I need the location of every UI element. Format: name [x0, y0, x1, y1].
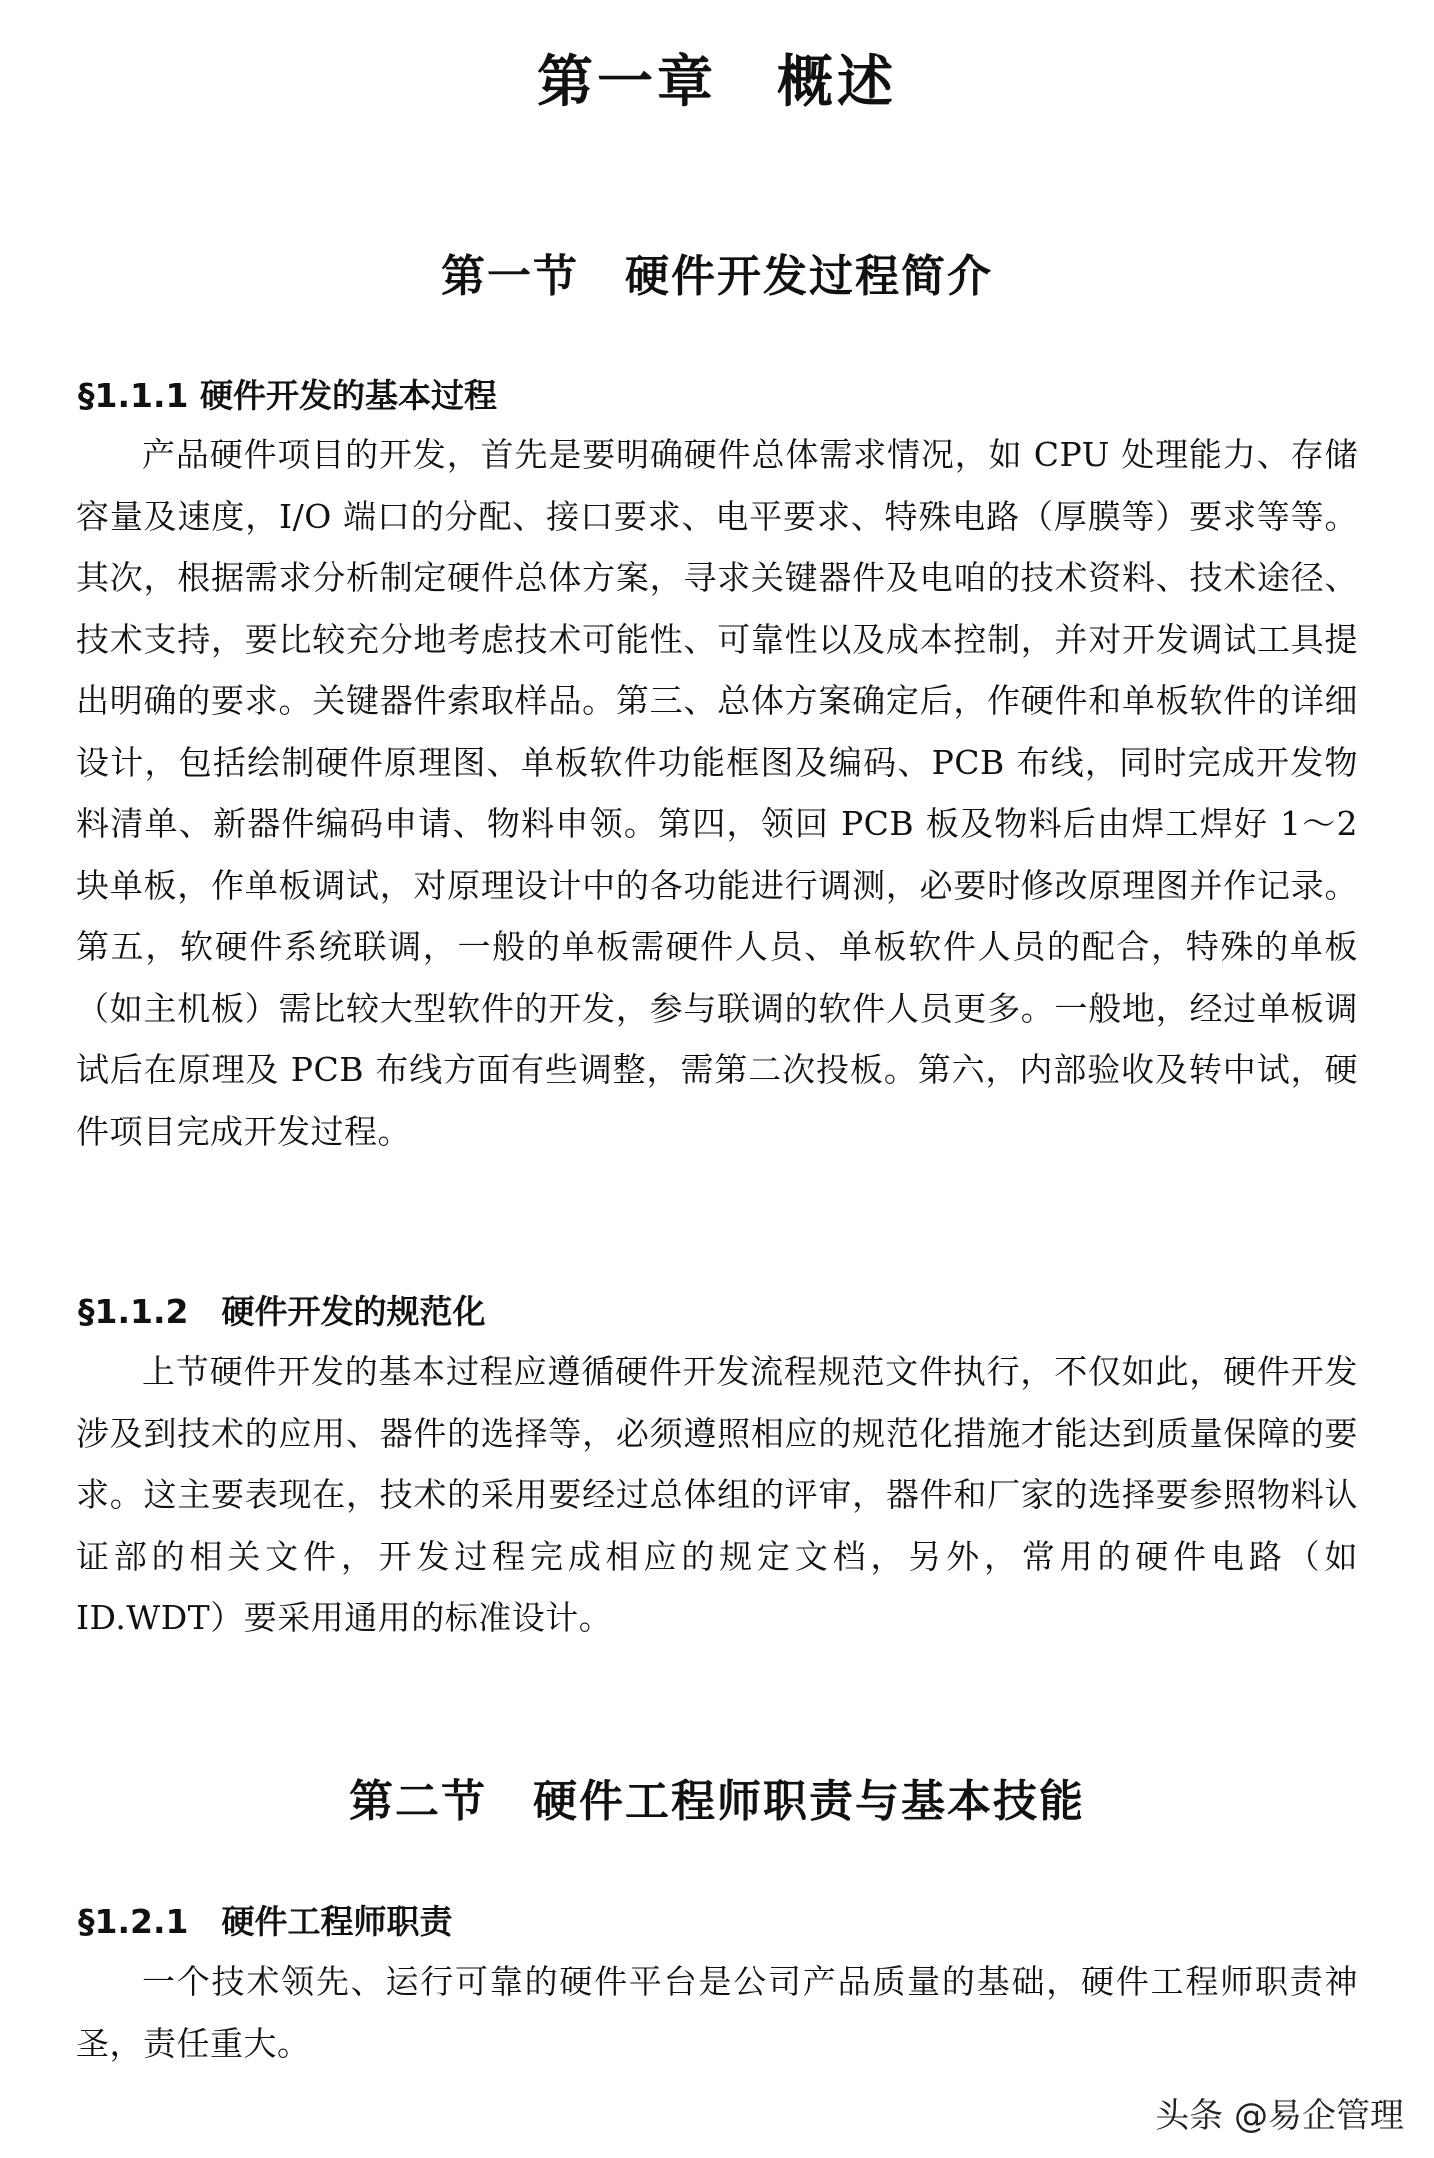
- section-title-1: 第一节 硬件开发过程简介: [441, 251, 993, 302]
- paragraph-1-2-1: 一个技术领先、运行可靠的硬件平台是公司产品质量的基础，硬件工程师职责神圣，责任重大。: [76, 1962, 1358, 2063]
- section-title-2: 第二节 硬件工程师职责与基本技能: [349, 1776, 1085, 1827]
- subsection-heading-1-2-1: §1.2.1 硬件工程师职责: [78, 1902, 453, 1941]
- subsection-heading-1-1-2: §1.1.2 硬件开发的规范化: [78, 1292, 486, 1331]
- paragraph-1-1-1: 产品硬件项目的开发，首先是要明确硬件总体需求情况，如 CPU 处理能力、存储容量及速度，I/O 端口的分配、接口要求、电平要求、特殊电路（厚膜等）要求等等。其次，根据需求分析制定硬件总体方案，寻求关键器件及电咱的技术资料、技术途径、技术支持，要比较充分地考虑技术可能性、可靠性以及成本控制，并对开发调试工具提出明确的要求。关键器件索取样品。第三、总体方案确定后，作硬件和单板软件的详细设计，包括绘制硬件原理图、单板软件功能框图及编码、PCB 布线，同时完成开发物料清单、新器件编码申请、物料申领。第四，领回 PCB 板及物料后由焊工焊好 1～2 块单板，作单板调试，对原理设计中的各功能进行调测，必要时修改原理图并作记录。第五，软硬件系统联调，一般的单板需硬件人员、单板软件人员的配合，特殊的单板（如主机板）需比较大型软件的开发，参与联调的软件人员更多。一般地，经过单板调试后在原理及 PCB 布线方面有些调整，需第二次投板。第六，内部验收及转中试，硬件项目完成开发过程。: [76, 435, 1358, 1151]
- subsection-heading-1-1-1: §1.1.1 硬件开发的基本过程: [78, 376, 497, 415]
- chapter-title: 第一章 概述: [537, 50, 897, 115]
- paragraph-1-1-2: 上节硬件开发的基本过程应遵循硬件开发流程规范文件执行，不仅如此，硬件开发涉及到技术的应用、器件的选择等，必须遵照相应的规范化措施才能达到质量保障的要求。这主要表现在，技术的采用要经过总体组的评审，器件和厂家的选择要参照物料认证部的相关文件，开发过程完成相应的规定文档，另外，常用的硬件电路（如 ID.WDT）要采用通用的标准设计。: [76, 1352, 1358, 1637]
- watermark-logo: 头条 @易企管理: [1155, 2096, 1404, 2136]
